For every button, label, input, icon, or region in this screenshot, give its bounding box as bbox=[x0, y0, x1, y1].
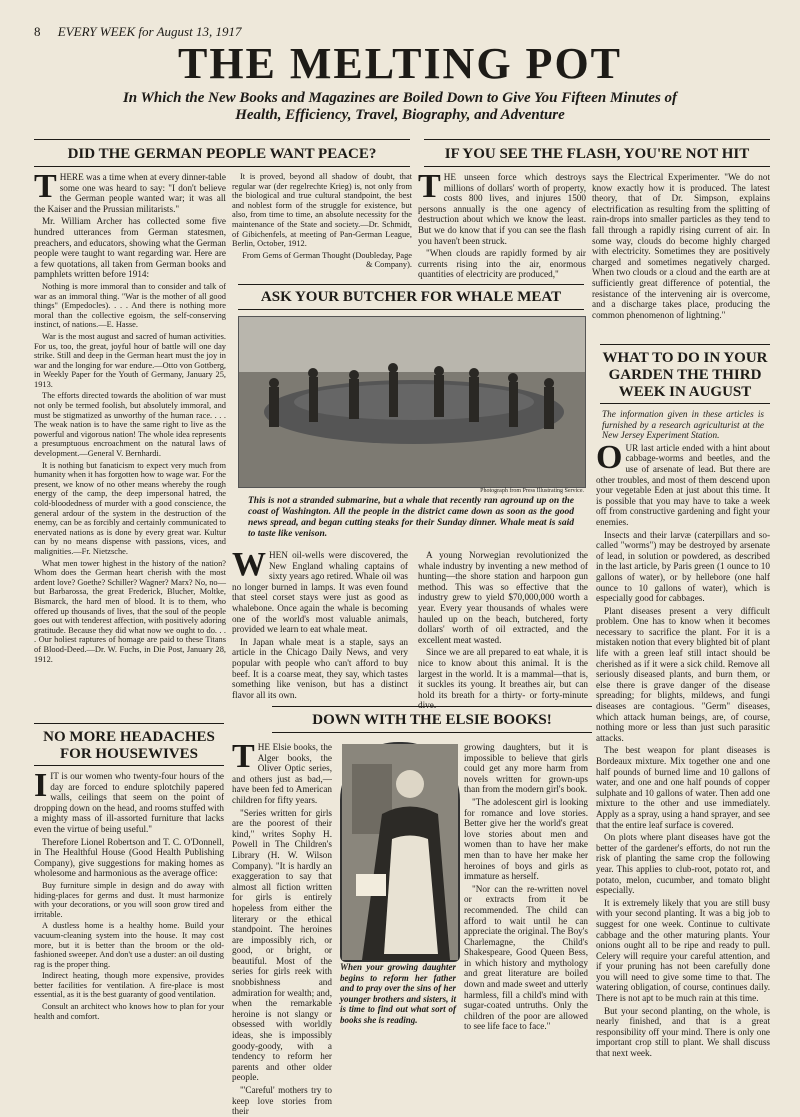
drop-cap: T bbox=[34, 168, 57, 205]
divider bbox=[600, 344, 770, 345]
whale-paragraph: A young Norwegian revolutionized the whale industry by inventing a new method of hunting—the shore station and harpoon gun method. This was so effective that the industry grew to yield $70,000,000 worth a year. Every year thousands of whales were hauled up on the beach, butchered, forty dollars' worth of oil extracted, and the excellent meat wasted. bbox=[418, 550, 588, 645]
drop-cap: T bbox=[232, 738, 255, 775]
headaches-paragraph: Consult an architect who knows how to plan for your health and comfort. bbox=[34, 1002, 224, 1021]
garden-paragraph: UR last article ended with a hint about cabbage-worms and beetles, and the use of arsenate of lead. But there are other troubles, and most of them descend upon your vegetable Eden at just about this time. It is possible that you may have to take a week off from constructive gardening and fight your enemies. bbox=[596, 442, 770, 527]
german-paragraph: Mr. William Archer has collected some five hundred utterances from German statesmen, preachers, and educators, showing what the German people were taught to want regarding war. Here are a few quotations, all taken from German books and pamphlets written before 1914: bbox=[34, 216, 226, 280]
divider bbox=[272, 706, 592, 707]
garden-paragraph: Insects and their larvæ (caterpillars and so-called "worms") may be destroyed by arsenate of lead, in solution or powdered, as described in the last article, by Paris green (1 ounce to 10 gallons of water), or by hellebore (one half ounce to 10 gallons of water), which is especially good for cabbages. bbox=[596, 529, 770, 604]
german-quote: War is the most august and sacred of human activities. For us, too, the great, joyful hour of battle will one day strike. Still and deep in the German heart must the joy in war and the longing for war endure.—Otto von Gottberg, in Weekly Paper for the Youth of Germany, January 25, 1913. bbox=[34, 331, 226, 389]
german-quote: It is nothing but fanaticism to expect very much from humanity when it has forgotten how to wage war. For the present, we know of no other means whereby the rough energy of the camp, the deep impersonal hatred, the cold-bloodedness of murder with a good conscience, the general ardour of the system in the destruction of the enemy, can be as forcibly and certainly communicated to enervated nations as is done by every great war. Kultur can by no means dispense with passions, vices, and malignities.—Fr. Nietzsche. bbox=[34, 460, 226, 556]
divider bbox=[272, 732, 592, 733]
german-column-1 bbox=[34, 168, 226, 740]
drop-cap: T bbox=[418, 168, 441, 205]
whale-column-2 bbox=[418, 550, 588, 711]
headaches-paragraph: A dustless home is a healthy home. Build your vacuum-cleaning system into the house. It may cost more, but it is better than the broom or the old-fashioned sweeper. And don't use a duster: an oil dusting rag is the proper thing. bbox=[34, 921, 224, 969]
divider bbox=[238, 284, 584, 285]
headaches-paragraph: Indirect heating, though more expensive, provides better facilities for ventilation. A fire-place is most essential, as it is the best guaranty of good ventilation. bbox=[34, 971, 224, 1000]
german-source: From Gems of German Thought (Doubleday, Page & Company). bbox=[242, 250, 412, 270]
german-heading: DID THE GERMAN PEOPLE WANT PEACE? bbox=[67, 146, 377, 162]
divider bbox=[238, 309, 584, 310]
flash-paragraph: HE unseen force which destroys millions of dollars' worth of property, costs 800 lives, and injures 1500 persons annually is the one agency of destruction about which we know the least. But we do know that if you can see the flash you haven't been struck. bbox=[418, 172, 586, 246]
german-quote: Nothing is more immoral than to consider and talk of war as an immoral thing. "War is the mother of all good things" (Empedocles). . . . And there is nothing more moral than the collective egoism, the self-conserving instinct, of nations.—E. Hasse. bbox=[34, 281, 226, 330]
garden-heading: WHAT TO DO IN YOUR GARDEN THE THIRD WEEK IN AUGUST bbox=[602, 350, 768, 400]
headaches-paragraph: IT is our women who twenty-four hours of the day are forced to endure splotchily papered walls, ceilings that seem on the point of dropping down on the head, and rooms stuffed with a mighty mass of ill-assorted furniture that lacks even the virtue of being useful." bbox=[34, 771, 224, 834]
whale-caption: This is not a stranded submarine, but a whale that recently ran aground up on the coast of Washington. All the people in the district came down as soon as the good news spread, and began cutting steaks for their Sunday dinner. Whale meat is said to taste like venison. bbox=[248, 496, 574, 539]
page-number: 8 bbox=[34, 24, 41, 39]
elsie-paragraph: HE Elsie books, the Alger books, the Oliver Optic series, and others just as bad,—have been fed to American children for fifty years. bbox=[232, 742, 332, 805]
whale-paragraph: In Japan whale meat is a staple, says an article in the Chicago Daily News, and very popular with people who can't afford to buy beef. It is a coarse meat, they say, which tastes something like venison, but has a distinct flavor all its own. bbox=[232, 636, 408, 700]
elsie-photo bbox=[340, 742, 460, 962]
divider bbox=[34, 723, 224, 724]
elsie-paragraph: "Nor can the re-written novel or extracts from it be recommended. The child can afford to wait until he can appreciate the original. The Boy's Charlemagne, the Child's Shakespeare, Good Queen Bess, in which history and mythology and great literature are boiled down and made sweet and utterly harmless, fill a child's mind with sugar-coated untruths. Only the children of the poor are allowed to see life face to face." bbox=[464, 883, 588, 1032]
whale-photo bbox=[238, 316, 586, 488]
flash-paragraph: says the Electrical Experimenter. "We do not know exactly how it is produced. The latest theory, that of Dr. Simpson, explains electrification as resulting from the splitting of rain-drops into smaller particles as they tend to fall through a rapidly rising current of air. In some way, clouds do become highly charged with electricity. Sometimes they are positively charged and sometimes negatively charged. When two clouds or a cloud and the earth are at sufficiently great difference of potential, the resistance of the intervening air is overcome, and a discharge takes place, producing the common phenomenon of lightning." bbox=[592, 172, 770, 320]
elsie-photo-illustration bbox=[342, 744, 458, 960]
elsie-heading: DOWN WITH THE ELSIE BOOKS! bbox=[312, 712, 552, 728]
german-quote: The efforts directed towards the abolition of war must not only be termed foolish, but absolutely immoral, and must be stigmatized as unworthy of the human race. . . . The weak nation is to have the same right to live as the powerful and vigorous nation! The whole idea represents a presumptuous encroachment on the natural laws of development.—General V. Bernhardi. bbox=[34, 391, 226, 459]
elsie-paragraph: "'Careful' mothers try to keep love stories from their bbox=[232, 1085, 332, 1117]
whale-paragraph: HEN oil-wells were discovered, the New England whaling captains of sixty years ago retired. Whale oil was no longer burned in lamps. It was even found that steel corset stays were just as good as whalebone. Once again the whale is becoming one of the world's most valuable animals, provided we learn to eat whale meat. bbox=[232, 550, 408, 635]
elsie-column-3 bbox=[464, 742, 588, 1072]
garden-paragraph: It is extremely likely that you are still busy with your second planting. It was a big job to suggest for one week. Continue to cultivate cabbage and the other maturing plants. Your onions ought all to be ripe and ready to pull. Celery will require your careful attention, and if your pruning has not been carefully done you will need to give some time to that. The watering obligation, of course, continues daily. There is not apt to be much rain at this time. bbox=[596, 897, 770, 1004]
divider bbox=[34, 139, 410, 140]
elsie-column-1 bbox=[232, 738, 333, 1117]
german-quote: What men tower highest in the history of the nation? Whom does the German heart cherish with the most ardent love? Goethe? Schiller? Wagner? Marx? No, no—but Barbarossa, the great Frederick, Blucher, Moltke, Bismarck, the hard men of blood. It is to them, who offered up thousands of lives, that the soul of the people goes out with tenderest affection, with positively adoring gratitude. Because they did what now we ought to do. . . . Our holiest raptures of homage are paid to these Titans of Blood-Deed.—Dr. W. Fuchs, in Die Post, January 28, 1912. bbox=[34, 558, 226, 664]
flash-paragraph: "When clouds are rapidly formed by air currents rising into the air, enormous quantities of electricity are produced," bbox=[418, 248, 586, 280]
whale-photo-illustration bbox=[239, 317, 585, 487]
garden-paragraph: The best weapon for plant diseases is Bordeaux mixture. Mix together one and one half pounds of burned lime and 10 gallons of water, and one and one half pounds of copper sulphate and 10 gallons of water. Then add one mixture to the other and use immediately. Apply as a spray, using a hand sprayer, and see that the entire leaf surface is covered. bbox=[596, 745, 770, 830]
garden-column bbox=[596, 409, 770, 1065]
page-subtitle: In Which the New Books and Magazines are Boiled Down to Give You Fifteen Minutes of Health, Efficiency, Travel, Biography, and Adventure bbox=[122, 90, 678, 123]
elsie-paragraph: growing daughters, but it is impossible to believe that girls could get any more harm from novels written for grown-ups than from the modern girl's book. bbox=[464, 742, 588, 795]
flash-heading: IF YOU SEE THE FLASH, YOU'RE NOT HIT bbox=[444, 146, 750, 162]
whale-heading: ASK YOUR BUTCHER FOR WHALE MEAT bbox=[260, 289, 562, 305]
drop-cap: O bbox=[596, 438, 623, 476]
drop-cap: W bbox=[232, 546, 266, 583]
german-column-2 bbox=[232, 172, 412, 272]
garden-paragraph: Plant diseases present a very difficult problem. One has to know when it becomes necessary to sacrifice the plant. For it is a mistaken notion that every blighted bit of plant life with a green leaf still intact should be cherished as if it were a sick child. Remove all seriously diseased plants, and burn them, or else there is grave danger of the disease spreading; for blights, mildews, and fungi diseases are contagious. "Germ" diseases, which attack human beings, are, of course, nothing more or less than just such parasitic attacks. bbox=[596, 605, 770, 743]
page-title: THE MELTING POT bbox=[177, 39, 623, 88]
flash-column-1 bbox=[418, 168, 586, 280]
german-paragraph: HERE was a time when at every dinner-table some one was heard to say: "I don't believe the German people wanted war; it was all the Kaiser and the Prussian militarists." bbox=[34, 172, 226, 214]
elsie-paragraph: "The adolescent girl is looking for romance and love stories. Better give her the world's great love stories about men and women than to have her make men than to have her make her heroines of boys and girls as immature as herself. bbox=[464, 796, 588, 882]
divider bbox=[600, 403, 770, 404]
headaches-paragraph: Buy furniture simple in design and do away with hiding-places for germs and dust. It must harmonize with your decorations, or you will soon grow tired and irritable. bbox=[34, 880, 224, 919]
flash-column-2 bbox=[592, 172, 770, 340]
whale-paragraph: Since we are all prepared to eat whale, it is nice to know about this animal. It is the largest in the world. It is a mammal—that is, it suckles its young. It breathes air, but can hold its breath for a thirty- or forty-minute dive. bbox=[418, 647, 588, 711]
garden-paragraph: On plots where plant diseases have got the better of the gardener's efforts, do not run the risk of planting the same crop the following year. This applies to club-root, potato rot, and potato, melon, cucumber, and tomato blight especially. bbox=[596, 832, 770, 896]
divider bbox=[424, 139, 770, 140]
elsie-paragraph: "Series written for girls are the poorest of their kind," writes Sophy H. Powell in The Children's Library (H. W. Wilson Company). "It is hardly an exaggeration to say that almost all fiction written for girls is entirely hopeless from either the literary or the ethical standpoint. The heroines are impossibly rich, or good, or bright, or beautiful. Most of the series for girls reek with snobbishness and admiration for wealth; and, when the remarkable heroine is not slangy or obsessed with worldly ideas, she is impossibly goody-goody, with a tendency to reform her parents and other older people. bbox=[232, 807, 333, 1083]
headaches-heading: NO MORE HEADACHES FOR HOUSEWIVES bbox=[43, 729, 215, 762]
divider bbox=[424, 166, 770, 167]
drop-cap: I bbox=[34, 767, 48, 804]
divider bbox=[34, 765, 224, 766]
garden-paragraph: But your second planting, on the whole, is nearly finished, and that is a great responsibility off your mind. There is only one important crop still to plant. We shall discuss that next week. bbox=[596, 1005, 770, 1059]
issue-line: EVERY WEEK for August 13, 1917 bbox=[57, 24, 242, 39]
german-quote: It is proved, beyond all shadow of doubt, that regular war (der regelrechte Krieg) is, not only from the biological and true cultural standpoint, the best and noblest form of the struggle for existence, but also, from time to time, an absolute necessity for the maintenance of the State and society.—Dr. Schmidt, of Gibichenfels, at meeting of Pan-German League, Berlin, October, 1912. bbox=[232, 172, 412, 249]
headaches-paragraph: Therefore Lionel Robertson and T. C. O'Donnell, in The Healthful House (Good Health Publishing Company), give suggestions for making homes as wholesome and harmonious as the average office: bbox=[34, 836, 224, 879]
elsie-caption: When your growing daughter begins to reform her father and to pray over the sins of her younger brothers and sisters, it is time to find out what sort of books she is reading. bbox=[340, 962, 456, 1025]
photo-credit: Photograph from Press Illustrating Service. bbox=[480, 488, 584, 494]
garden-intro: The information given in these articles is furnished by a research agriculturist at the New Jersey Experiment Station. bbox=[602, 409, 764, 441]
divider bbox=[34, 166, 410, 167]
headaches-column bbox=[34, 767, 224, 1073]
whale-column-1 bbox=[232, 546, 408, 700]
